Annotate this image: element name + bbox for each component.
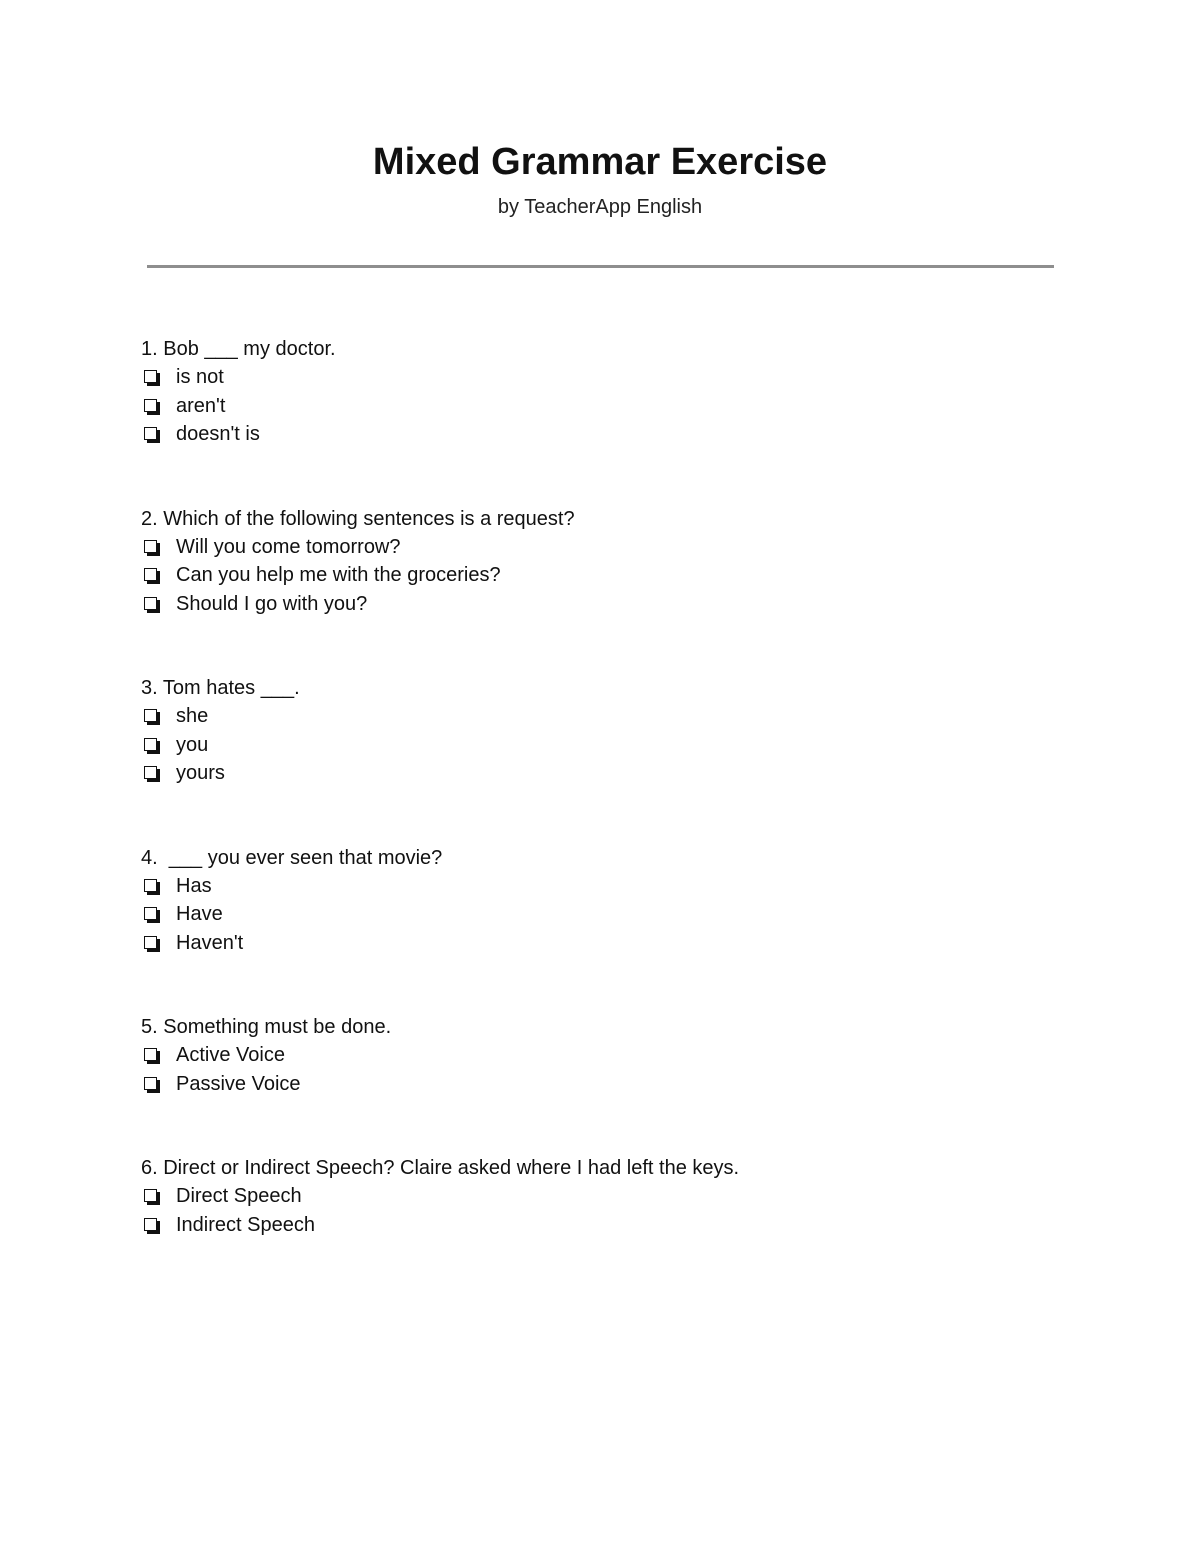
option-label: Active Voice <box>176 1044 285 1066</box>
header-divider <box>147 265 1054 268</box>
answer-option[interactable] <box>141 1211 1101 1240</box>
answer-option[interactable] <box>141 929 1101 958</box>
checkbox-icon[interactable] <box>144 597 157 610</box>
question-text: 5. Something must be done. <box>141 1016 392 1038</box>
question-6 <box>141 1154 1101 1239</box>
checkbox-icon[interactable] <box>144 540 157 553</box>
checkbox-icon[interactable] <box>144 427 157 440</box>
option-label: Have <box>176 903 223 925</box>
page-subtitle: by TeacherApp English <box>497 196 703 218</box>
checkbox-icon[interactable] <box>144 766 157 779</box>
answer-option[interactable] <box>141 759 1101 788</box>
answer-option[interactable] <box>141 420 1101 449</box>
option-label: yours <box>176 762 225 784</box>
option-label: is not <box>176 366 224 388</box>
question-1 <box>141 335 1101 449</box>
answer-option[interactable] <box>141 1041 1101 1070</box>
question-text: 1. Bob ___ my doctor. <box>141 338 336 360</box>
answer-option[interactable] <box>141 731 1101 760</box>
option-label: aren't <box>176 394 226 417</box>
answer-option[interactable] <box>141 590 1101 619</box>
option-label: Indirect Speech <box>176 1213 315 1236</box>
question-4 <box>141 844 1101 958</box>
question-3 <box>141 674 1101 788</box>
question-text: 3. Tom hates ___. <box>141 677 300 699</box>
option-label: Haven't <box>176 931 244 954</box>
option-label: Should I go with you? <box>176 592 368 615</box>
option-label: Has <box>176 874 212 897</box>
checkbox-icon[interactable] <box>144 879 157 892</box>
checkbox-icon[interactable] <box>144 936 157 949</box>
checkbox-icon[interactable] <box>144 1189 157 1202</box>
option-label: you <box>176 733 209 756</box>
checkbox-icon[interactable] <box>144 1048 157 1061</box>
checkbox-icon[interactable] <box>144 1218 157 1231</box>
checkbox-icon[interactable] <box>144 1077 157 1090</box>
answer-option[interactable] <box>141 561 1101 590</box>
question-text: 6. Direct or Indirect Speech? Claire asked where I had left the keys. <box>141 1157 740 1179</box>
checkbox-icon[interactable] <box>144 399 157 412</box>
answer-option[interactable] <box>141 702 1101 731</box>
answer-option[interactable] <box>141 872 1101 901</box>
option-label: she <box>176 705 209 727</box>
option-label: Can you help me with the groceries? <box>176 564 501 586</box>
question-2 <box>141 505 1101 619</box>
answer-option[interactable] <box>141 533 1101 562</box>
question-list <box>141 335 1101 1295</box>
answer-option[interactable] <box>141 392 1101 421</box>
option-label: Will you come tomorrow? <box>176 535 401 558</box>
answer-option[interactable] <box>141 363 1101 392</box>
option-label: Direct Speech <box>176 1185 302 1207</box>
answer-option[interactable] <box>141 900 1101 929</box>
answer-option[interactable] <box>141 1182 1101 1211</box>
page-title: Mixed Grammar Exercise <box>372 141 828 183</box>
checkbox-icon[interactable] <box>144 568 157 581</box>
question-text: 2. Which of the following sentences is a request? <box>141 507 575 530</box>
checkbox-icon[interactable] <box>144 709 157 722</box>
question-text: 4. ___ you ever seen that movie? <box>141 846 443 869</box>
checkbox-icon[interactable] <box>144 370 157 383</box>
option-label: Passive Voice <box>176 1072 301 1095</box>
question-5 <box>141 1013 1101 1098</box>
answer-option[interactable] <box>141 1070 1101 1099</box>
option-label: doesn't is <box>176 423 260 445</box>
checkbox-icon[interactable] <box>144 738 157 751</box>
checkbox-icon[interactable] <box>144 907 157 920</box>
